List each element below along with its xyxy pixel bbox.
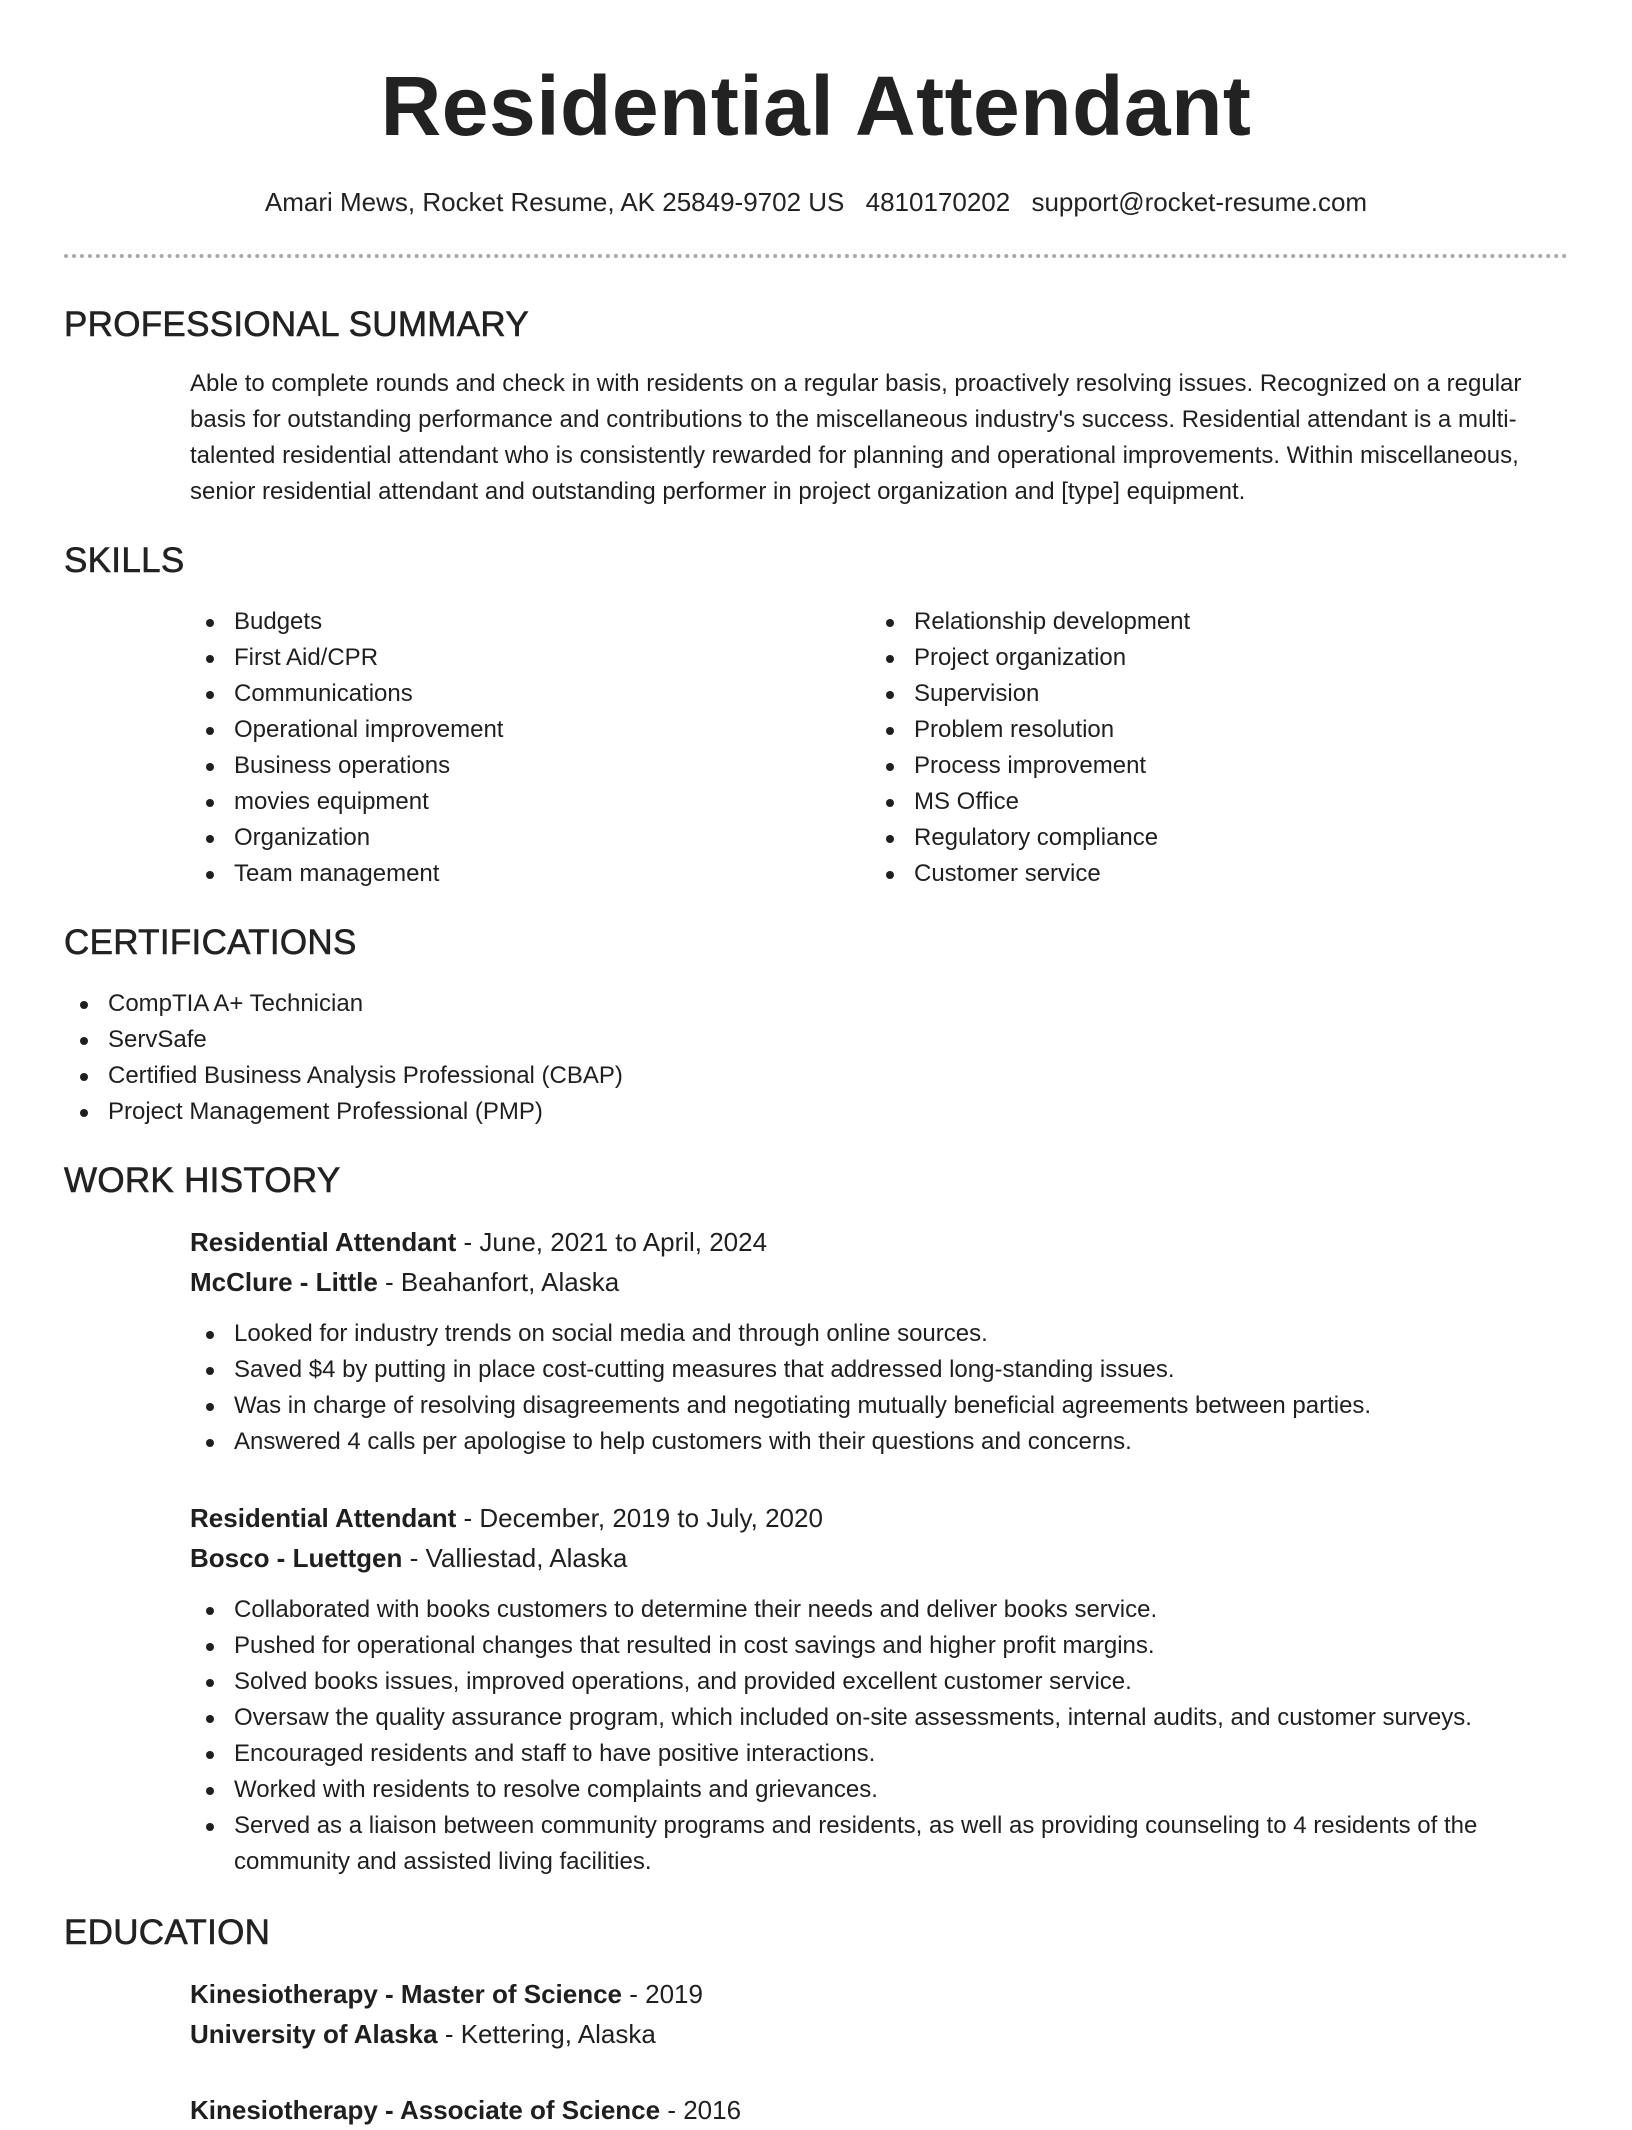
job-bullet: Encouraged residents and staff to have positive interactions. <box>190 1736 1568 1772</box>
skill-item: First Aid/CPR <box>190 640 870 676</box>
certification-item: CompTIA A+ Technician <box>64 986 1568 1022</box>
education-entry <box>190 2090 1568 2130</box>
skill-item: Organization <box>190 820 870 856</box>
job-role: Residential Attendant <box>190 1503 457 1533</box>
certification-item: ServSafe <box>64 1022 1568 1058</box>
contact-address: Amari Mews, Rocket Resume, AK 25849-9702 US <box>264 187 845 217</box>
education-degree: Kinesiotherapy - Master of Science <box>190 1979 623 2009</box>
education-degree-line <box>190 2090 1568 2130</box>
skill-item: Business operations <box>190 748 870 784</box>
job-bullet: Collaborated with books customers to determine their needs and deliver books service. <box>190 1592 1568 1628</box>
job-company-line <box>190 1538 1568 1578</box>
job-bullet: Answered 4 calls per apologise to help customers with their questions and concerns. <box>190 1424 1568 1460</box>
job-entry <box>190 1498 1568 1880</box>
skill-item: Problem resolution <box>870 712 1550 748</box>
job-company: Bosco - Luettgen <box>190 1543 403 1573</box>
skill-item: Budgets <box>190 604 870 640</box>
skill-item: movies equipment <box>190 784 870 820</box>
job-dates: - December, 2019 to July, 2020 <box>456 1503 823 1533</box>
skill-item: Supervision <box>870 676 1550 712</box>
resume-page <box>64 0 1568 2130</box>
job-company: McClure - Little <box>190 1267 378 1297</box>
education-entry <box>190 1974 1568 2054</box>
summary-heading: PROFESSIONAL SUMMARY <box>64 305 529 344</box>
contact-email: support@rocket-resume.com <box>1031 187 1368 217</box>
contact-phone: 4810170202 <box>865 187 1011 217</box>
skill-item: Relationship development <box>870 604 1550 640</box>
job-bullet: Worked with residents to resolve complaints and grievances. <box>190 1772 1568 1808</box>
resume-name: Residential Attendant <box>380 59 1252 153</box>
skill-item: Regulatory compliance <box>870 820 1550 856</box>
header-divider <box>64 254 1568 258</box>
job-bullet: Served as a liaison between community programs and residents, as well as providing counseling to 4 residents of the community and assisted living facilities. <box>190 1808 1568 1880</box>
skills-column-left <box>190 604 870 892</box>
job-dates: - June, 2021 to April, 2024 <box>456 1227 768 1257</box>
skill-item: MS Office <box>870 784 1550 820</box>
job-role: Residential Attendant <box>190 1227 457 1257</box>
skill-item: Operational improvement <box>190 712 870 748</box>
job-location: - Beahanfort, Alaska <box>377 1267 620 1297</box>
summary-text: Able to complete rounds and check in with residents on a regular basis, proactively resolving issues. Recognized on a regular basis for outstanding performance and contributions to the miscellaneous industry's success. Residential attendant is a multi-talented residential attendant who is consistently rewarded for planning and operational improvements. Within miscellaneous, senior residential attendant and outstanding performer in project organization and [type] equipment. <box>190 370 1522 505</box>
job-bullet: Pushed for operational changes that resulted in cost savings and higher profit margins. <box>190 1628 1568 1664</box>
education-degree-line <box>190 1974 1568 2014</box>
education-heading: EDUCATION <box>64 1913 271 1952</box>
skills-list <box>190 604 1568 892</box>
education-year: - 2016 <box>660 2095 742 2125</box>
job-entry <box>190 1222 1568 1460</box>
job-location: - Valliestad, Alaska <box>402 1543 628 1573</box>
job-bullet: Was in charge of resolving disagreements and negotiating mutually beneficial agreements between parties. <box>190 1388 1568 1424</box>
job-bullet: Looked for industry trends on social media and through online sources. <box>190 1316 1568 1352</box>
job-bullets <box>190 1316 1568 1460</box>
education-school: University of Alaska <box>190 2019 438 2049</box>
job-title-line <box>190 1498 1568 1538</box>
skill-item: Communications <box>190 676 870 712</box>
skills-heading: SKILLS <box>64 541 185 580</box>
skill-item: Process improvement <box>870 748 1550 784</box>
skills-column-right <box>870 604 1550 892</box>
work-history-heading: WORK HISTORY <box>64 1161 341 1200</box>
certifications-heading: CERTIFICATIONS <box>64 923 357 962</box>
job-bullet: Solved books issues, improved operations, and provided excellent customer service. <box>190 1664 1568 1700</box>
education-school-line <box>190 2014 1568 2054</box>
skill-item: Team management <box>190 856 870 892</box>
certification-item: Project Management Professional (PMP) <box>64 1094 1568 1130</box>
contact-line <box>64 186 1568 218</box>
education-location: - Kettering, Alaska <box>437 2019 656 2049</box>
skill-item: Customer service <box>870 856 1550 892</box>
job-company-line <box>190 1262 1568 1302</box>
job-bullet: Saved $4 by putting in place cost-cutting measures that addressed long-standing issues. <box>190 1352 1568 1388</box>
education-year: - 2019 <box>622 1979 703 2009</box>
skill-item: Project organization <box>870 640 1550 676</box>
education-degree: Kinesiotherapy - Associate of Science <box>190 2095 661 2125</box>
certifications-list <box>64 986 1568 1130</box>
job-title-line <box>190 1222 1568 1262</box>
job-bullets <box>190 1592 1568 1880</box>
certification-item: Certified Business Analysis Professional (CBAP) <box>64 1058 1568 1094</box>
job-bullet: Oversaw the quality assurance program, which included on-site assessments, internal audits, and customer surveys. <box>190 1700 1568 1736</box>
